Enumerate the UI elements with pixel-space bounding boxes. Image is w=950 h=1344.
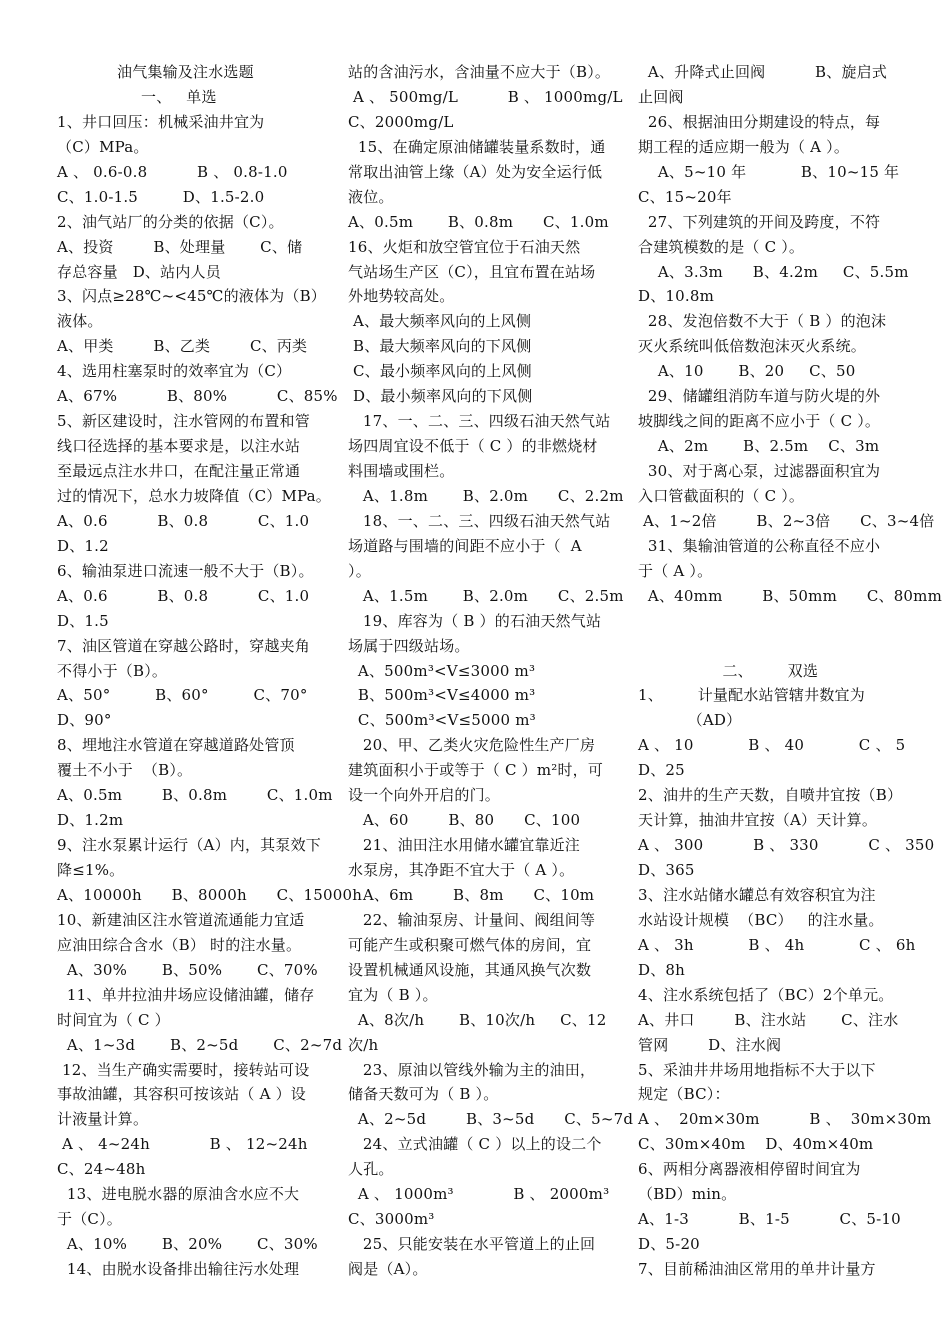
question-line: 规定（BC）： — [638, 1085, 730, 1104]
question-line: 事故油罐，其容积可按该站（ A ）设 — [57, 1085, 306, 1104]
question-line: C、500m³<V≤5000 m³ — [348, 711, 536, 730]
question-line: A 、 3h B 、 4h C 、 6h — [638, 935, 916, 954]
question-line: 15、在确定原油储罐装量系数时，通 — [348, 137, 606, 156]
question-line: D、25 — [638, 761, 685, 780]
question-line: 11、单井拉油井场应设储油罐，储存 — [57, 985, 315, 1004]
question-line: 5、新区建设时，注水管网的布置和管 — [57, 412, 310, 431]
document-title: 油气集输及注水选题 — [117, 63, 254, 81]
question-line: 天计算，抽油井宜按（A）天计算。 — [638, 811, 878, 830]
question-line: 12、当生产确实需要时，接转站可设 — [57, 1060, 310, 1079]
question-line: 22、输油泵房、计量间、阀组间等 — [348, 910, 596, 929]
question-line: （BD）min。 — [638, 1185, 737, 1204]
question-line: D、90° — [57, 711, 112, 730]
question-line: A 、 4~24h B 、 12~24h — [57, 1135, 308, 1154]
question-line: 应油田综合含水（B） 时的注水量。 — [57, 935, 302, 954]
question-line: 坡脚线之间的距离不应小于（ C ）。 — [638, 412, 881, 431]
question-line: A、500m³<V≤3000 m³ — [348, 661, 536, 680]
question-line: A、最大频率风向的上风侧 — [348, 312, 532, 331]
question-line: A、10000h B、8000h C、15000h — [57, 885, 363, 904]
question-line: A、30% B、50% C、70% — [57, 960, 318, 979]
question-line: C、15~20年 — [638, 187, 732, 206]
question-line: 二、 双选 — [638, 661, 819, 680]
question-line: 灭火系统叫低倍数泡沫灭火系统。 — [638, 337, 867, 356]
question-line: 3、注水站储水罐总有效容积宜为注 — [638, 885, 876, 904]
column-2 — [348, 60, 634, 1282]
question-line: 27、下列建筑的开间及跨度，不符 — [638, 212, 881, 231]
question-line: 储备天数可为（ B ）。 — [348, 1085, 499, 1104]
question-line: 10、新建油区注水管道流通能力宜适 — [57, 910, 305, 929]
question-line: D、1.2m — [57, 811, 124, 830]
question-line: 17、一、二、三、四级石油天然气站 — [348, 412, 611, 431]
question-line: A、0.5m B、0.8m C、1.0m — [348, 212, 609, 231]
question-line: A、40mm B、50mm C、80mm — [638, 586, 943, 605]
question-line: D、10.8m — [638, 287, 715, 306]
question-line: A、67% B、80% C、85% — [57, 387, 338, 406]
question-line: A 、 0.6-0.8 B 、 0.8-1.0 — [57, 162, 288, 181]
question-line: 外地势较高处。 — [348, 287, 455, 306]
question-line: 时间宜为（ C ） — [57, 1010, 170, 1029]
question-line: A、5~10 年 B、10~15 年 — [638, 162, 900, 181]
question-line: 2、油气站厂的分类的依据（C）。 — [57, 212, 284, 231]
question-line: A、3.3m B、4.2m C、5.5m — [638, 262, 909, 281]
question-line: 合建筑模数的是（ C ）。 — [638, 237, 805, 256]
question-line: A、投资 B、处理量 C、储 — [57, 237, 303, 256]
question-line: 不得小于（B）。 — [57, 661, 168, 680]
question-line: B、最大频率风向的下风侧 — [348, 337, 532, 356]
question-line: 料围墙或围栏。 — [348, 462, 455, 480]
question-line: A、10 B、20 C、50 — [638, 362, 856, 381]
question-line: A、1-3 B、1-5 C、5-10 — [638, 1210, 901, 1229]
question-line: 覆土不小于 （B）。 — [57, 761, 193, 780]
question-line: A、1.5m B、2.0m C、2.5m — [348, 586, 624, 605]
question-line: 存总容量 D、站内人员 — [57, 262, 221, 281]
question-line: 6、输油泵进口流速一般不大于（B）。 — [57, 561, 314, 580]
question-line: A、0.6 B、0.8 C、1.0 — [57, 586, 310, 605]
question-line: 过的情况下，总水力坡降值（C）MPa。 — [57, 486, 331, 505]
question-line: D、最小频率风向的下风侧 — [348, 387, 533, 406]
question-line: 气站场生产区（C），且宜布置在站场 — [348, 262, 596, 281]
question-line: A 、 500mg/L B 、 1000mg/L — [348, 87, 623, 106]
question-line: 管网 D、注水阀 — [638, 1035, 782, 1054]
question-line: ）。 — [348, 561, 371, 580]
question-line: A 、 20m×30m B 、 30m×30m — [638, 1110, 932, 1129]
question-line: 场四周宜设不低于（ C ）的非燃烧材 — [348, 437, 598, 456]
question-line: 5、采油井井场用地指标不大于以下 — [638, 1060, 876, 1079]
question-line: C、2000mg/L — [348, 112, 454, 131]
section-heading-single: 一、 单选 — [141, 87, 217, 106]
question-line: 常取出油管上缘（A）处为安全运行低 — [348, 162, 603, 181]
question-line: B、500m³<V≤4000 m³ — [348, 686, 536, 705]
question-line: 液位。 — [348, 187, 394, 206]
question-line: 7、油区管道在穿越公路时，穿越夹角 — [57, 636, 310, 655]
question-line: 4、选用柱塞泵时的效率宜为（C） — [57, 362, 292, 381]
question-line: 21、油田注水用储水罐宜靠近注 — [348, 836, 580, 855]
question-line: A、升降式止回阀 B、旋启式 — [638, 63, 888, 81]
question-line: 期工程的适应期一般为（ A ）。 — [638, 137, 850, 156]
question-line: 设置机械通风设施，其通风换气次数 — [348, 960, 592, 979]
question-line: 建筑面积小于或等于（ C ）m²时，可 — [348, 761, 604, 780]
question-line: 23、原油以管线外输为主的油田， — [348, 1060, 596, 1079]
question-line: C、24~48h — [57, 1160, 146, 1179]
question-line: 9、注水泵累计运行（A）内，其泵效下 — [57, 836, 321, 855]
question-line: A、2~5d B、3~5d C、5~7d — [348, 1110, 634, 1129]
question-line: 至最远点注水井口，在配注量正常通 — [57, 462, 301, 480]
question-line: 14、由脱水设备排出输往污水处理 — [57, 1260, 300, 1278]
question-line: 1、井口回压：机械采油井宜为 — [57, 112, 265, 131]
question-line: 次/h — [348, 1035, 379, 1054]
question-line: 液体。 — [57, 312, 103, 331]
question-line: A、1~2倍 B、2~3倍 C、3~4倍 — [638, 511, 935, 530]
question-line: 28、发泡倍数不大于（ B ）的泡沫 — [638, 312, 887, 331]
question-line: A、60 B、80 C、100 — [348, 811, 581, 830]
question-line: 18、一、二、三、四级石油天然气站 — [348, 511, 611, 530]
question-line: 13、进电脱水器的原油含水应不大 — [57, 1185, 300, 1204]
question-line: 6、两相分离器液相停留时间宜为 — [638, 1160, 861, 1179]
question-line: 场属于四级站场。 — [348, 636, 470, 655]
question-line: 场道路与围墙的间距不应小于（ A — [348, 536, 582, 555]
question-line: 于（C）。 — [57, 1210, 122, 1229]
question-line: 水站设计规模 （BC） 的注水量。 — [638, 910, 884, 929]
question-line: 计液量计算。 — [57, 1110, 149, 1129]
question-line: 设一个向外开启的门。 — [348, 786, 501, 805]
question-line: 阀是（A）。 — [348, 1260, 428, 1278]
question-line: 1、 计量配水站管辖井数宜为 — [638, 686, 865, 705]
question-line: A、1~3d B、2~5d C、2~7d — [57, 1035, 343, 1054]
question-line: 人孔。 — [348, 1160, 394, 1179]
question-line: C、最小频率风向的上风侧 — [348, 362, 532, 381]
question-line: 24、立式油罐（ C ）以上的设二个 — [348, 1135, 602, 1154]
question-line: D、1.5 — [57, 611, 109, 630]
question-line: 线口径选择的基本要求是，以注水站 — [57, 437, 301, 456]
question-line: C、3000m³ — [348, 1210, 435, 1229]
question-line: （C）MPa。 — [57, 137, 149, 156]
question-line: 16、火炬和放空管宜位于石油天然 — [348, 237, 581, 256]
question-line: 19、库容为（ B ）的石油天然气站 — [348, 611, 602, 630]
question-line: 宜为（ B ）。 — [348, 985, 438, 1004]
question-line: D、1.2 — [57, 536, 109, 555]
question-line: A 、 10 B 、 40 C 、 5 — [638, 736, 906, 755]
question-line: A、0.5m B、0.8m C、1.0m — [57, 786, 333, 805]
question-line: 站的含油污水，含油量不应大于（B）。 — [348, 63, 611, 81]
question-line: 31、集输油管道的公称直径不应小 — [638, 536, 881, 555]
question-line: A、2m B、2.5m C、3m — [638, 437, 880, 456]
question-line: D、8h — [638, 960, 686, 979]
question-line: A、0.6 B、0.8 C、1.0 — [57, 511, 310, 530]
question-line: 4、注水系统包括了（BC）2个单元。 — [638, 985, 894, 1004]
question-line: 水泵房，其净距不宜大于（ A ）。 — [348, 861, 575, 879]
question-line: A 、 300 B 、 330 C 、 350 — [638, 836, 935, 855]
question-line: C、1.0-1.5 D、1.5-2.0 — [57, 187, 265, 206]
blank-line — [638, 609, 900, 634]
question-line: 入口管截面积的（ C ）。 — [638, 486, 805, 505]
question-line: 降≤1%。 — [57, 861, 125, 879]
question-line: 8、埋地注水管道在穿越道路处管顶 — [57, 736, 295, 755]
question-line: A 、 1000m³ B 、 2000m³ — [348, 1185, 610, 1204]
question-line: A、1.8m B、2.0m C、2.2m — [348, 486, 624, 505]
question-line: 可能产生或积聚可燃气体的房间，宜 — [348, 935, 592, 954]
question-line: 25、只能安装在水平管道上的止回 — [348, 1235, 596, 1254]
blank-line — [638, 634, 900, 659]
question-line: 26、根据油田分期建设的特点，每 — [638, 112, 881, 131]
question-line: A、井口 B、注水站 C、注水 — [638, 1010, 899, 1029]
question-line: 20、甲、乙类火灾危险性生产厂房 — [348, 736, 596, 755]
question-line: A、50° B、60° C、70° — [57, 686, 308, 705]
question-line: （AD） — [638, 711, 742, 730]
question-line: A、8次/h B、10次/h C、12 — [348, 1010, 607, 1029]
question-line: 止回阀 — [638, 87, 684, 106]
question-line: A、6m B、8m C、10m — [348, 885, 595, 904]
question-line: 3、闪点≥28℃~<45℃的液体为（B） — [57, 287, 327, 306]
question-line: 于（ A ）。 — [638, 561, 713, 580]
question-line: A、甲类 B、乙类 C、丙类 — [57, 337, 308, 356]
question-line: D、365 — [638, 861, 695, 879]
question-line: 29、储罐组消防车道与防火堤的外 — [638, 387, 881, 406]
question-line: 30、对于离心泵，过滤器面积宜为 — [638, 462, 881, 480]
column-3 — [638, 60, 943, 1282]
question-line: D、5-20 — [638, 1235, 700, 1254]
question-line: 7、目前稀油油区常用的单井计量方 — [638, 1260, 876, 1278]
question-line: A、10% B、20% C、30% — [57, 1235, 318, 1254]
column-1 — [57, 60, 363, 1282]
question-line: 2、油井的生产天数，自喷井宜按（B） — [638, 786, 903, 805]
question-line: C、30m×40m D、40m×40m — [638, 1135, 874, 1154]
